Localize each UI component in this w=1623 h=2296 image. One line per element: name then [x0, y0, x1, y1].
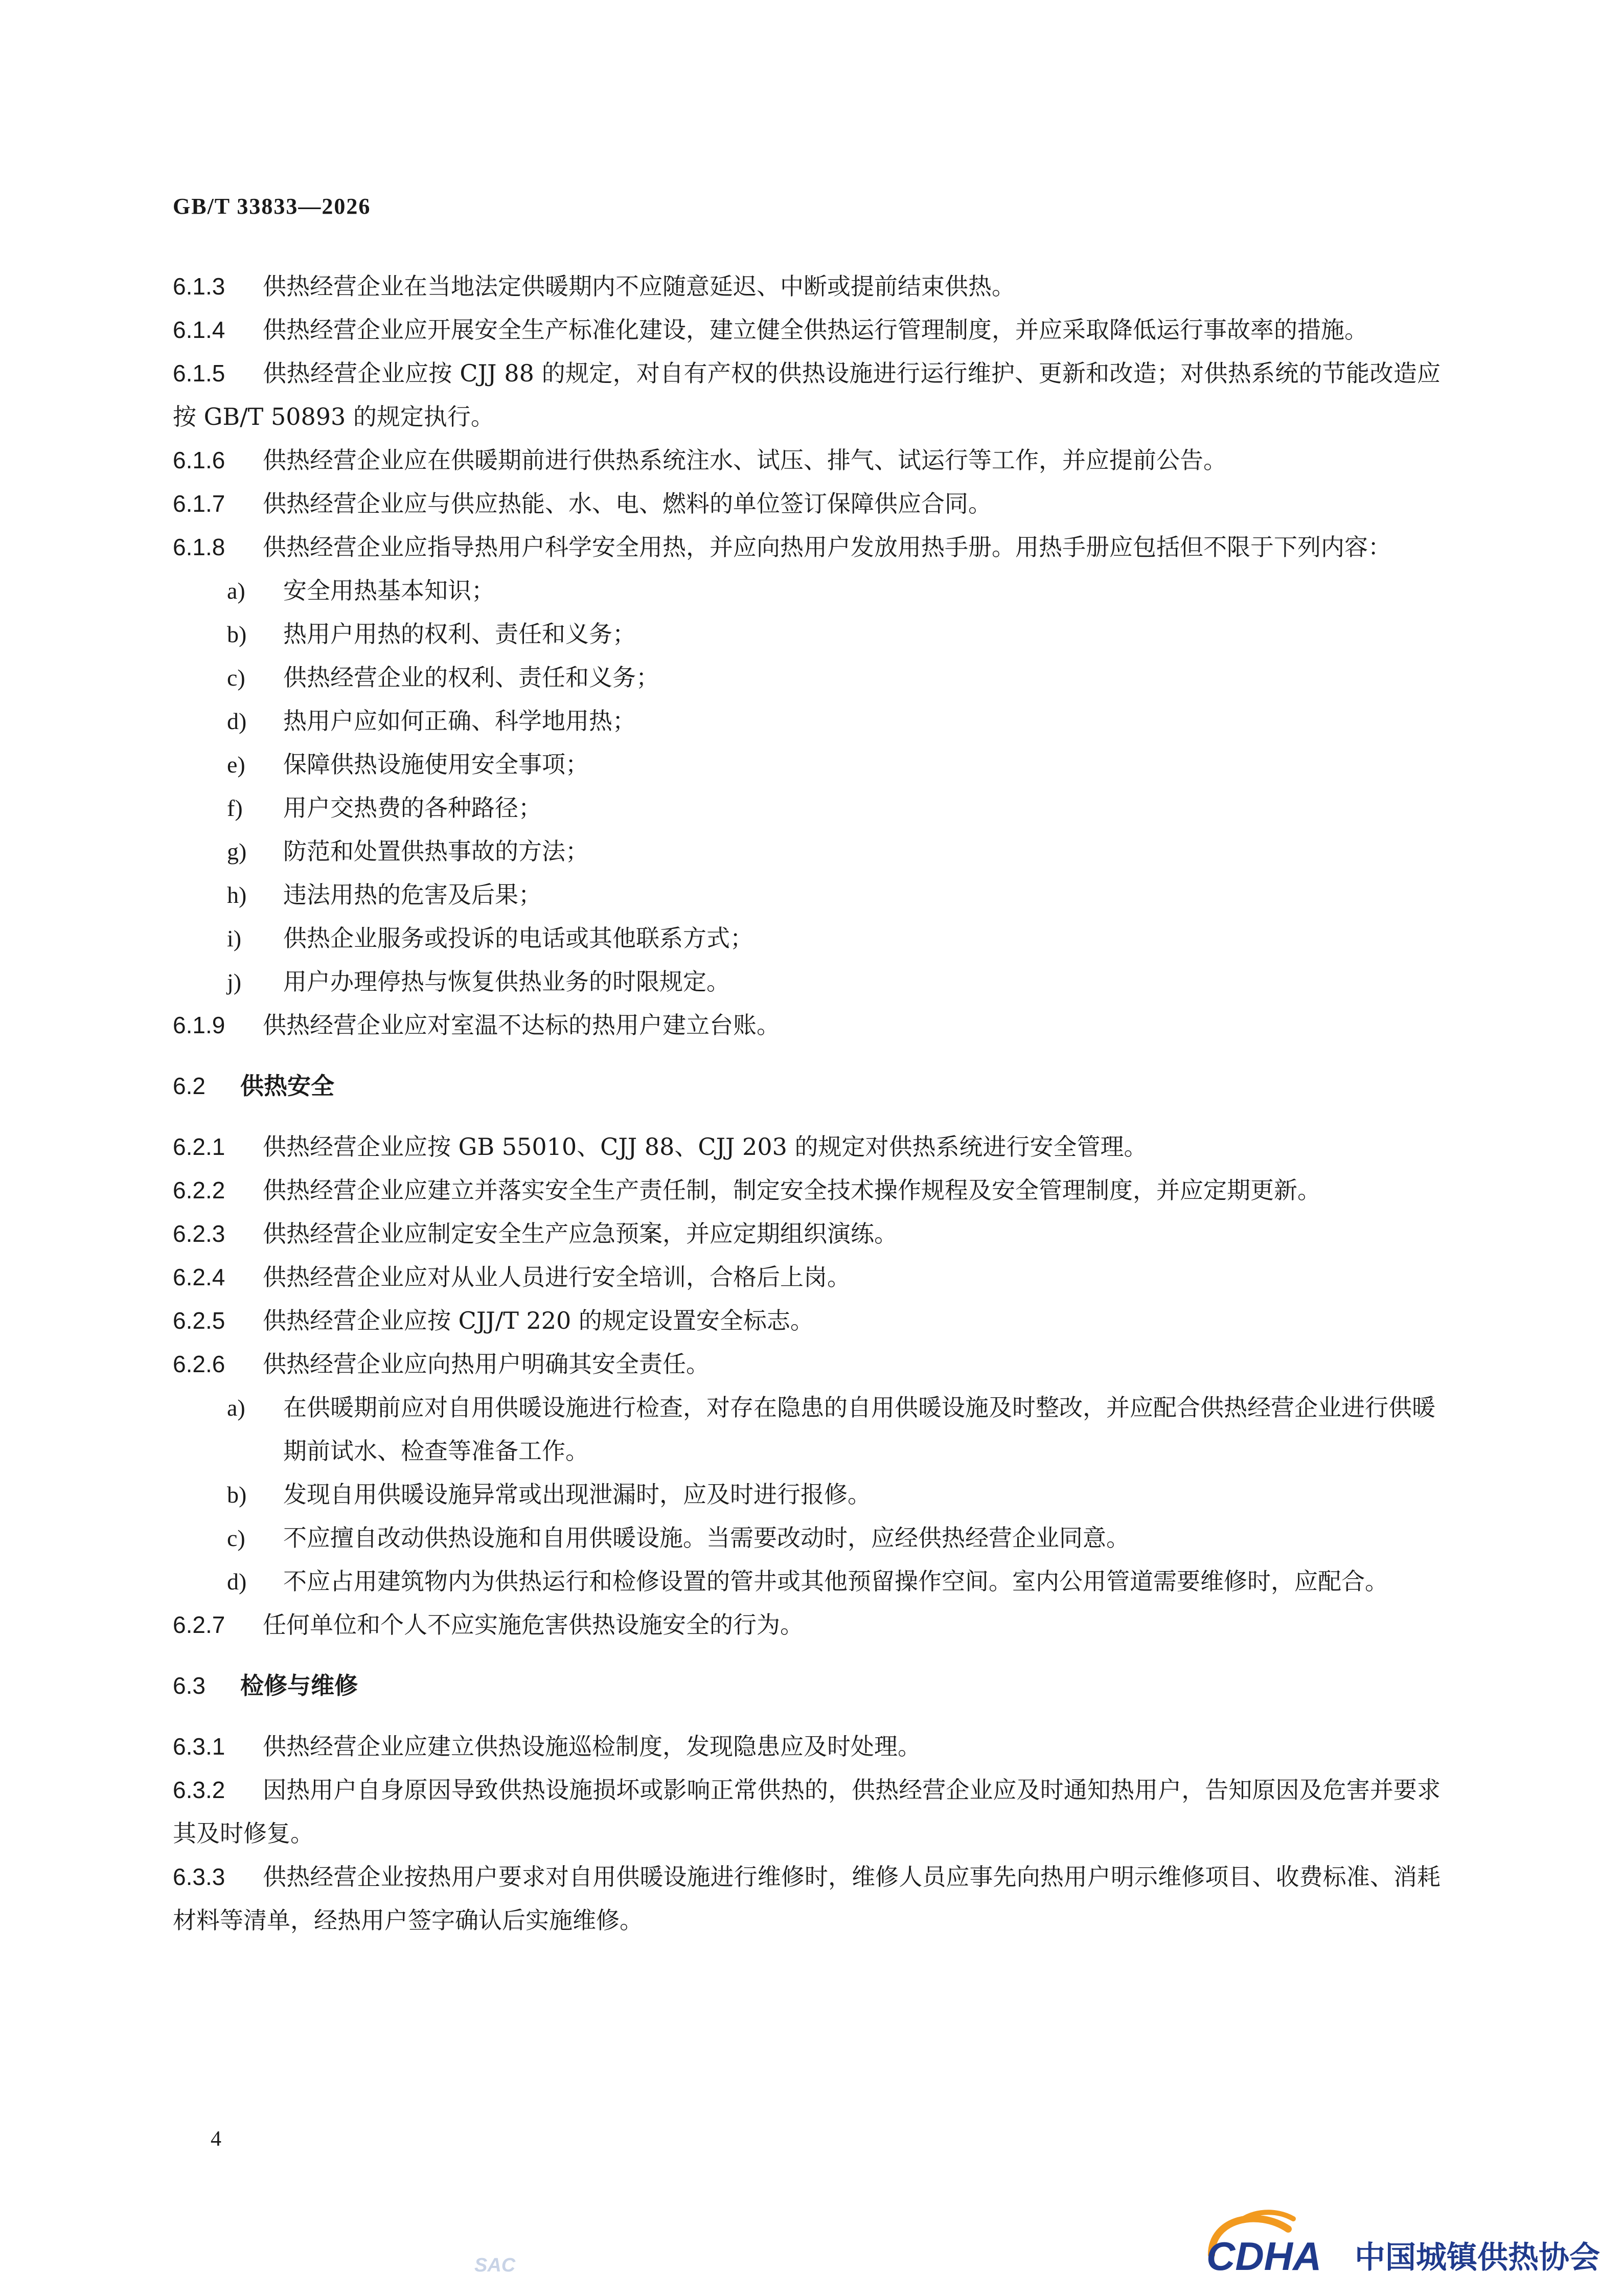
- list-item-text: 用户交热费的各种路径；: [283, 794, 542, 822]
- section-6-2: [173, 1125, 1441, 1386]
- list-item: [227, 917, 1441, 960]
- clause-number: 6.1.3: [173, 273, 225, 300]
- list-item-label: h): [227, 882, 247, 908]
- clause: [173, 308, 1441, 352]
- list-item-text: 不应擅自改动供热设施和自用供暖设施。当需要改动时，应经供热经营企业同意。: [283, 1524, 1130, 1552]
- clause-text: 供热经营企业应制定安全生产应急预案，并应定期组织演练。: [263, 1220, 898, 1247]
- clause-text: 供热经营企业应按 CJJ/T 220 的规定设置安全标志。: [263, 1307, 814, 1334]
- clause-number: 6.2.7: [173, 1611, 225, 1638]
- list-item: [227, 569, 1441, 612]
- list-item: [227, 873, 1441, 917]
- clause-text: 供热经营企业按热用户要求对自用供暖设施进行维修时，维修人员应事先向热用户明示维修项目、收费标准、消耗材料等清单，经热用户签字确认后实施维修。: [173, 1863, 1441, 1934]
- section-6-3: [173, 1725, 1441, 1942]
- clause-text: 供热经营企业应按 CJJ 88 的规定，对自有产权的供热设施进行运行维护、更新和改造；对供热系统的节能改造应按 GB/T 50893 的规定执行。: [173, 359, 1441, 430]
- list-item-label: c): [227, 1525, 245, 1551]
- list-item-text: 用户办理停热与恢复供热业务的时限规定。: [283, 968, 730, 995]
- list-item-label: b): [227, 1482, 247, 1508]
- list-item-text: 安全用热基本知识；: [283, 577, 495, 604]
- list-item-label: c): [227, 665, 245, 691]
- clause: [173, 1299, 1441, 1343]
- clause-text: 任何单位和个人不应实施危害供热设施安全的行为。: [263, 1611, 804, 1639]
- list-item-label: a): [227, 1395, 245, 1421]
- list-item-text: 发现自用供暖设施异常或出现泄漏时，应及时进行报修。: [283, 1481, 871, 1508]
- clause-number: 6.2.2: [173, 1177, 225, 1203]
- list-item-label: d): [227, 708, 247, 734]
- clause-text: 供热经营企业应对室温不达标的热用户建立台账。: [263, 1011, 780, 1039]
- list-6-1-8: [173, 569, 1441, 1004]
- document-body: [173, 265, 1441, 1942]
- list-item: [227, 1386, 1441, 1473]
- clause-text: 供热经营企业应在供暖期前进行供热系统注水、试压、排气、试运行等工作，并应提前公告。: [263, 446, 1227, 474]
- list-item-label: d): [227, 1568, 247, 1595]
- list-item-label: i): [227, 925, 242, 951]
- clause: [173, 439, 1441, 482]
- list-item-text: 不应占用建筑物内为供热运行和检修设置的管井或其他预留操作空间。室内公用管道需要维修时，应配合。: [283, 1567, 1388, 1595]
- standard-code: GB/T 33833—2026: [173, 194, 371, 219]
- list-item-text: 在供暖期前应对自用供暖设施进行检查，对存在隐患的自用供暖设施及时整改，并应配合供热经营企业进行供暖期前试水、检查等准备工作。: [283, 1394, 1435, 1465]
- clause: [173, 1125, 1441, 1169]
- list-item-text: 保障供热设施使用安全事项；: [283, 751, 589, 778]
- list-item: [227, 1473, 1441, 1516]
- list-item: [227, 830, 1441, 873]
- clause-number: 6.2.1: [173, 1133, 225, 1160]
- clause: [173, 482, 1441, 526]
- list-item-text: 防范和处置供热事故的方法；: [283, 837, 589, 865]
- list-item: [227, 1560, 1441, 1603]
- clause-number: 6.2.6: [173, 1351, 225, 1377]
- list-item-text: 违法用热的危害及后果；: [283, 881, 542, 908]
- heading-title: 供热安全: [240, 1072, 334, 1100]
- clause: [173, 1169, 1441, 1212]
- sac-watermark: SAC: [474, 2255, 516, 2276]
- list-item: [227, 656, 1441, 699]
- clause-text: 供热经营企业应指导热用户科学安全用热，并应向热用户发放用热手册。用热手册应包括但不限于下列内容：: [263, 533, 1391, 561]
- list-item-text: 供热企业服务或投诉的电话或其他联系方式；: [283, 924, 753, 952]
- section-6-1: [173, 265, 1441, 569]
- list-item: [227, 699, 1441, 743]
- clause: [173, 352, 1441, 439]
- clause-number: 6.2.5: [173, 1307, 225, 1334]
- clause-6-1-9: [173, 1004, 1441, 1047]
- clause-text: 供热经营企业应向热用户明确其安全责任。: [263, 1350, 710, 1378]
- list-item-label: f): [227, 795, 243, 821]
- clause-text: 供热经营企业应按 GB 55010、CJJ 88、CJJ 203 的规定对供热系统进行安全管理。: [263, 1133, 1148, 1161]
- clause: [173, 1212, 1441, 1256]
- heading-6-2: [173, 1064, 1441, 1108]
- clause: [173, 265, 1441, 308]
- clause-number: 6.3.2: [173, 1777, 225, 1803]
- clause: [173, 1343, 1441, 1386]
- list-item: [227, 1516, 1441, 1560]
- clause-text: 供热经营企业应开展安全生产标准化建设，建立健全供热运行管理制度，并应采取降低运行事故率的措施。: [263, 316, 1368, 344]
- clause: [173, 1855, 1441, 1942]
- logo-mark-text: CDHA: [1206, 2234, 1322, 2275]
- list-item-text: 热用户应如何正确、科学地用热；: [283, 707, 636, 735]
- list-item: [227, 960, 1441, 1004]
- list-6-2-6: [173, 1386, 1441, 1603]
- clause-number: 6.1.4: [173, 316, 225, 343]
- heading-number: 6.2: [173, 1073, 205, 1099]
- heading-title: 检修与维修: [240, 1672, 358, 1699]
- clause-text: 因热用户自身原因导致供热设施损坏或影响正常供热的，供热经营企业应及时通知热用户，告知原因及危害并要求其及时修复。: [173, 1776, 1441, 1847]
- list-item-label: b): [227, 621, 247, 647]
- clause-number: 6.3.1: [173, 1733, 225, 1760]
- clause-text: 供热经营企业应建立供热设施巡检制度，发现隐患应及时处理。: [263, 1733, 921, 1760]
- list-item: [227, 743, 1441, 786]
- clause-number: 6.1.8: [173, 534, 225, 560]
- clause-number: 6.1.5: [173, 360, 225, 387]
- clause-text: 供热经营企业应与供应热能、水、电、燃料的单位签订保障供应合同。: [263, 490, 992, 517]
- list-item-label: j): [227, 969, 242, 995]
- list-item-label: g): [227, 838, 247, 865]
- clause-text: 供热经营企业应对从业人员进行安全培训，合格后上岗。: [263, 1263, 851, 1291]
- clause-number: 6.3.3: [173, 1863, 225, 1890]
- association-name: 中国城镇供热协会: [1355, 2240, 1600, 2276]
- list-item-label: e): [227, 752, 245, 778]
- clause-text: 供热经营企业应建立并落实安全生产责任制，制定安全技术操作规程及安全管理制度，并应定期更新。: [263, 1176, 1321, 1204]
- clause-6-2-7: [173, 1603, 1441, 1647]
- clause-number: 6.2.4: [173, 1264, 225, 1290]
- clause-number: 6.1.7: [173, 490, 225, 517]
- clause-text: 供热经营企业在当地法定供暖期内不应随意延迟、中断或提前结束供热。: [263, 272, 1015, 300]
- clause: [173, 1725, 1441, 1768]
- clause: [173, 1256, 1441, 1299]
- list-item: [227, 612, 1441, 656]
- clause: [173, 1768, 1441, 1855]
- clause-number: 6.1.6: [173, 447, 225, 473]
- list-item: [227, 786, 1441, 830]
- heading-6-3: [173, 1664, 1441, 1708]
- list-item-text: 供热经营企业的权利、责任和义务；: [283, 664, 659, 691]
- clause-number: 6.2.3: [173, 1220, 225, 1247]
- list-item-label: a): [227, 578, 245, 604]
- list-item-text: 热用户用热的权利、责任和义务；: [283, 620, 636, 648]
- clause-number: 6.1.9: [173, 1012, 225, 1038]
- page-number: 4: [211, 2127, 221, 2151]
- clause: [173, 526, 1441, 569]
- heading-number: 6.3: [173, 1672, 205, 1699]
